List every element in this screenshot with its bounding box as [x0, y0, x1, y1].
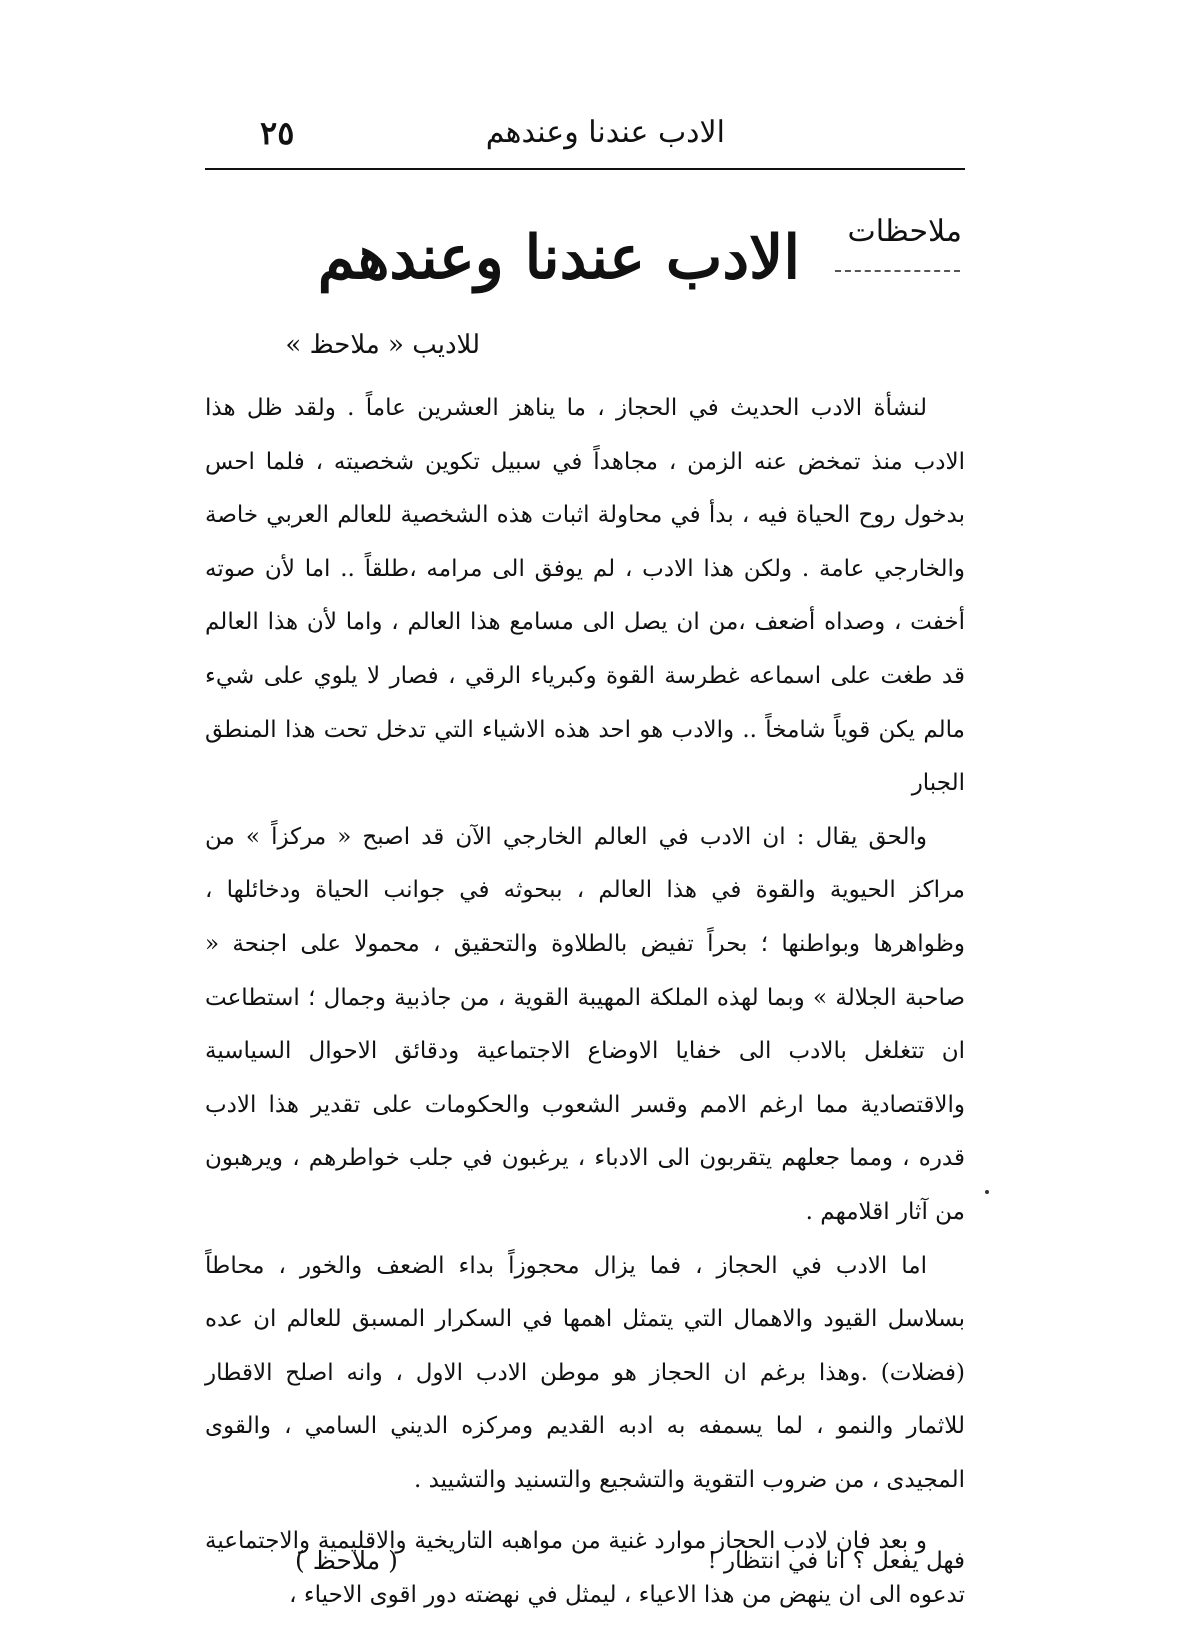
closing-question: فهل يفعل ؟ انا في انتظار !: [707, 1548, 965, 1574]
running-header: [205, 108, 965, 158]
article-body: [205, 382, 965, 1623]
article-dedication: للاديب « ملاحظ »: [285, 330, 480, 360]
paragraph-2: والحق يقال : ان الادب في العالم الخارجي الآن قد اصبح « مركزاً » من مراكز الحيوية والقوة في هذا العالم ، ببحوثه في جوانب الحياة ودخائلها ، وظواهرها وبواطنها ؛ بحراً تفيض بالطلاوة والتحقيق ، محمولا على اجنحة « صاحبة الجلالة » وبما لهذه الملكة المهيبة القوية ، من جاذبية وجمال ؛ استطاعت ان تتغلغل بالادب الى خفايا الاوضاع الاجتماعية ودقائق الاحوال السياسية والاقتصادية مما ارغم الامم وقسر الشعوب والحكومات على تقدير هذا الادب قدره ، ومما جعلهم يتقربون الى الادباء ، يرغبون في جلب خواطرهم ، ويرهبون من آثار اقلامهم .: [205, 823, 965, 1225]
paragraph-3: اما الادب في الحجاز ، فما يزال محجوزاً بداء الضعف والخور ، محاطاً بسلاسل القيود والاهمال التي يتمثل اهمها في السكرار المسبق للعالم ان عده (فضلات) .وهذا برغم ان الحجاز هو موطن الادب الاول ، وانه اصلح الاقطار للاثمار والنمو ، لما يسمفه به ادبه القديم ومركزه الديني السامي ، والقوى المجيدى ، من ضروب التقوية والتشجيع والتسنيد والتشييد .: [205, 1252, 965, 1493]
author-signature: ( ملاحظ ): [295, 1546, 398, 1575]
column-label-underline: [835, 270, 960, 272]
closing-line: [205, 1537, 965, 1585]
header-rule: [205, 168, 965, 170]
margin-mark: [985, 1190, 989, 1194]
column-label: ملاحظات: [847, 214, 962, 249]
page-number: ٢٥: [260, 114, 295, 152]
paragraph-1: لنشأة الادب الحديث في الحجاز ، ما يناهز العشرين عاماً . ولقد ظل هذا الادب منذ تمخض عنه الزمن ، مجاهداً في سبيل تكوين شخصيته ، فلما احس بدخول روح الحياة فيه ، بدأ في محاولة اثبات هذه الشخصية للعالم العربي خاصة والخارجي عامة . ولكن هذا الادب ، لم يوفق الى مرامه ،طلقاً .. اما لأن صوته أخفت ، وصداه أضعف ،من ان يصل الى مسامع هذا العالم ، واما لأن هذا العالم قد طغت على اسماعه غطرسة القوة وكبرياء الرقي ، فصار لا يلوي على شيء مالم يكن قوياً شامخاً .. والادب هو احد هذه الاشياء التي تدخل تحت هذا المنطق الجبار: [205, 395, 965, 797]
running-title: الادب عندنا وعندهم: [485, 115, 725, 150]
paragraph-4: و بعد فان لادب الحجاز موارد غنية من مواهبه التاريخية والاقليمية والاجتماعية تدعوه الى ان ينهض من هذا الاعياء ، ليمثل في نهضته دور اقوى الاحياء ،: [205, 1528, 965, 1609]
article-title: الادب عندنا وعندهم: [317, 223, 800, 293]
